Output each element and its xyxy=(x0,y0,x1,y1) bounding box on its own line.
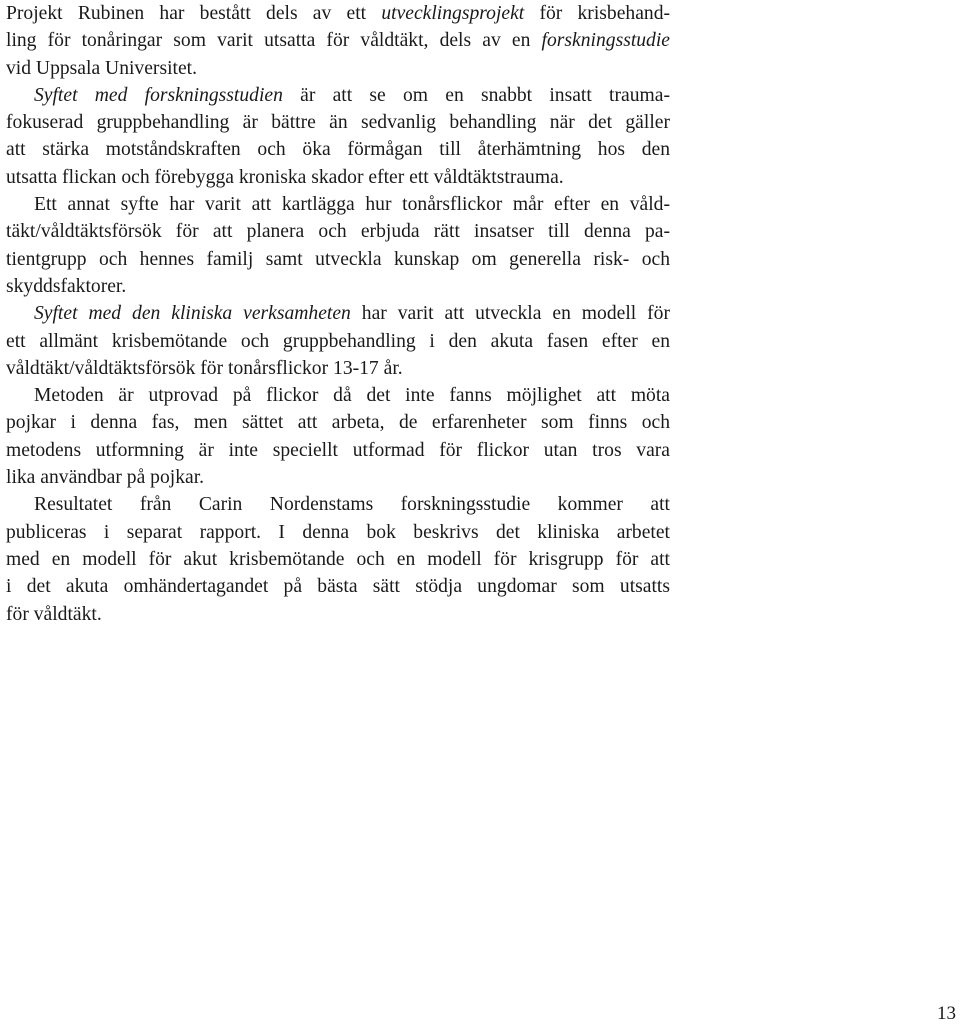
body-text xyxy=(6,0,670,628)
text-line xyxy=(6,0,670,27)
text-line xyxy=(6,464,670,491)
text-line xyxy=(6,491,670,518)
text-segment: tientgrupp och hennes familj samt utveckla kunskap om generella risk- och xyxy=(6,248,670,270)
text-line xyxy=(6,382,670,409)
text-segment: publiceras i separat rapport. I denna bok beskrivs det kliniska arbetet xyxy=(6,521,670,543)
text-segment: vid Uppsala Universitet. xyxy=(6,57,198,79)
text-line xyxy=(6,300,670,327)
text-segment: ling för tonåringar som varit utsatta för våldtäkt, dels av en xyxy=(6,30,542,52)
text-segment: lika användbar på pojkar. xyxy=(6,467,205,489)
paragraph xyxy=(6,82,670,191)
text-segment: ett allmänt krisbemötande och gruppbehandling i den akuta fasen efter en xyxy=(6,330,670,352)
text-line xyxy=(6,546,670,573)
text-segment: fokuserad gruppbehandling är bättre än sedvanlig behandling när det gäller xyxy=(6,112,670,134)
paragraph xyxy=(6,191,670,300)
text-line xyxy=(6,218,670,245)
text-segment: täkt/våldtäktsförsök för att planera och erbjuda rätt insatser till denna pa- xyxy=(6,221,670,243)
text-line xyxy=(6,437,670,464)
paragraph xyxy=(6,0,670,82)
text-line xyxy=(6,55,670,82)
text-line xyxy=(6,328,670,355)
text-line xyxy=(6,601,670,628)
text-line xyxy=(6,409,670,436)
text-segment: metodens utformning är inte speciellt utformad för flickor utan tros vara xyxy=(6,439,670,461)
paragraph xyxy=(6,491,670,627)
text-segment: att stärka motståndskraften och öka förmågan till återhämtning hos den xyxy=(6,139,670,161)
text-segment: pojkar i denna fas, men sättet att arbeta, de erfarenheter som finns och xyxy=(6,412,670,434)
text-line xyxy=(6,519,670,546)
italic-text: forskningsstudie xyxy=(541,30,670,52)
text-line xyxy=(6,573,670,600)
page-number: 13 xyxy=(937,1003,956,1024)
italic-text: utvecklingsprojekt xyxy=(381,3,525,24)
text-line xyxy=(6,136,670,163)
italic-text: Syftet med den kliniska verksamheten xyxy=(34,303,351,325)
text-line xyxy=(6,246,670,273)
text-line xyxy=(6,191,670,218)
paragraph xyxy=(6,300,670,382)
paragraph xyxy=(6,382,670,491)
text-segment: med en modell för akut krisbemötande och en modell för krisgrupp för att xyxy=(6,548,670,570)
text-segment: för våldtäkt. xyxy=(6,603,102,625)
text-line xyxy=(6,164,670,191)
text-segment: i det akuta omhändertagandet på bästa sätt stödja ungdomar som utsatts xyxy=(6,576,670,598)
text-segment: Ett annat syfte har varit att kartlägga hur tonårsflickor mår efter en våld- xyxy=(34,194,670,216)
text-line xyxy=(6,109,670,136)
italic-text: Syftet med forskningsstudien xyxy=(34,84,283,106)
text-segment: Metoden är utprovad på flickor då det inte fanns möjlighet att möta xyxy=(34,385,670,407)
text-line xyxy=(6,355,670,382)
text-segment: våldtäkt/våldtäktsförsök för tonårsflickor 13-17 år. xyxy=(6,357,403,379)
text-line xyxy=(6,273,670,300)
text-line xyxy=(6,82,670,109)
text-segment: skyddsfaktorer. xyxy=(6,275,127,297)
text-segment: är att se om en snabbt insatt trauma- xyxy=(282,84,670,106)
text-segment: har varit att utveckla en modell för xyxy=(350,303,670,325)
text-segment: för krisbehand- xyxy=(524,3,671,24)
text-line xyxy=(6,27,670,54)
text-segment: Resultatet från Carin Nordenstams forskningsstudie kommer att xyxy=(34,494,670,516)
text-segment: Projekt Rubinen har bestått dels av ett xyxy=(6,3,382,24)
text-segment: utsatta flickan och förebygga kroniska skador efter ett våldtäktstrauma. xyxy=(6,166,564,188)
